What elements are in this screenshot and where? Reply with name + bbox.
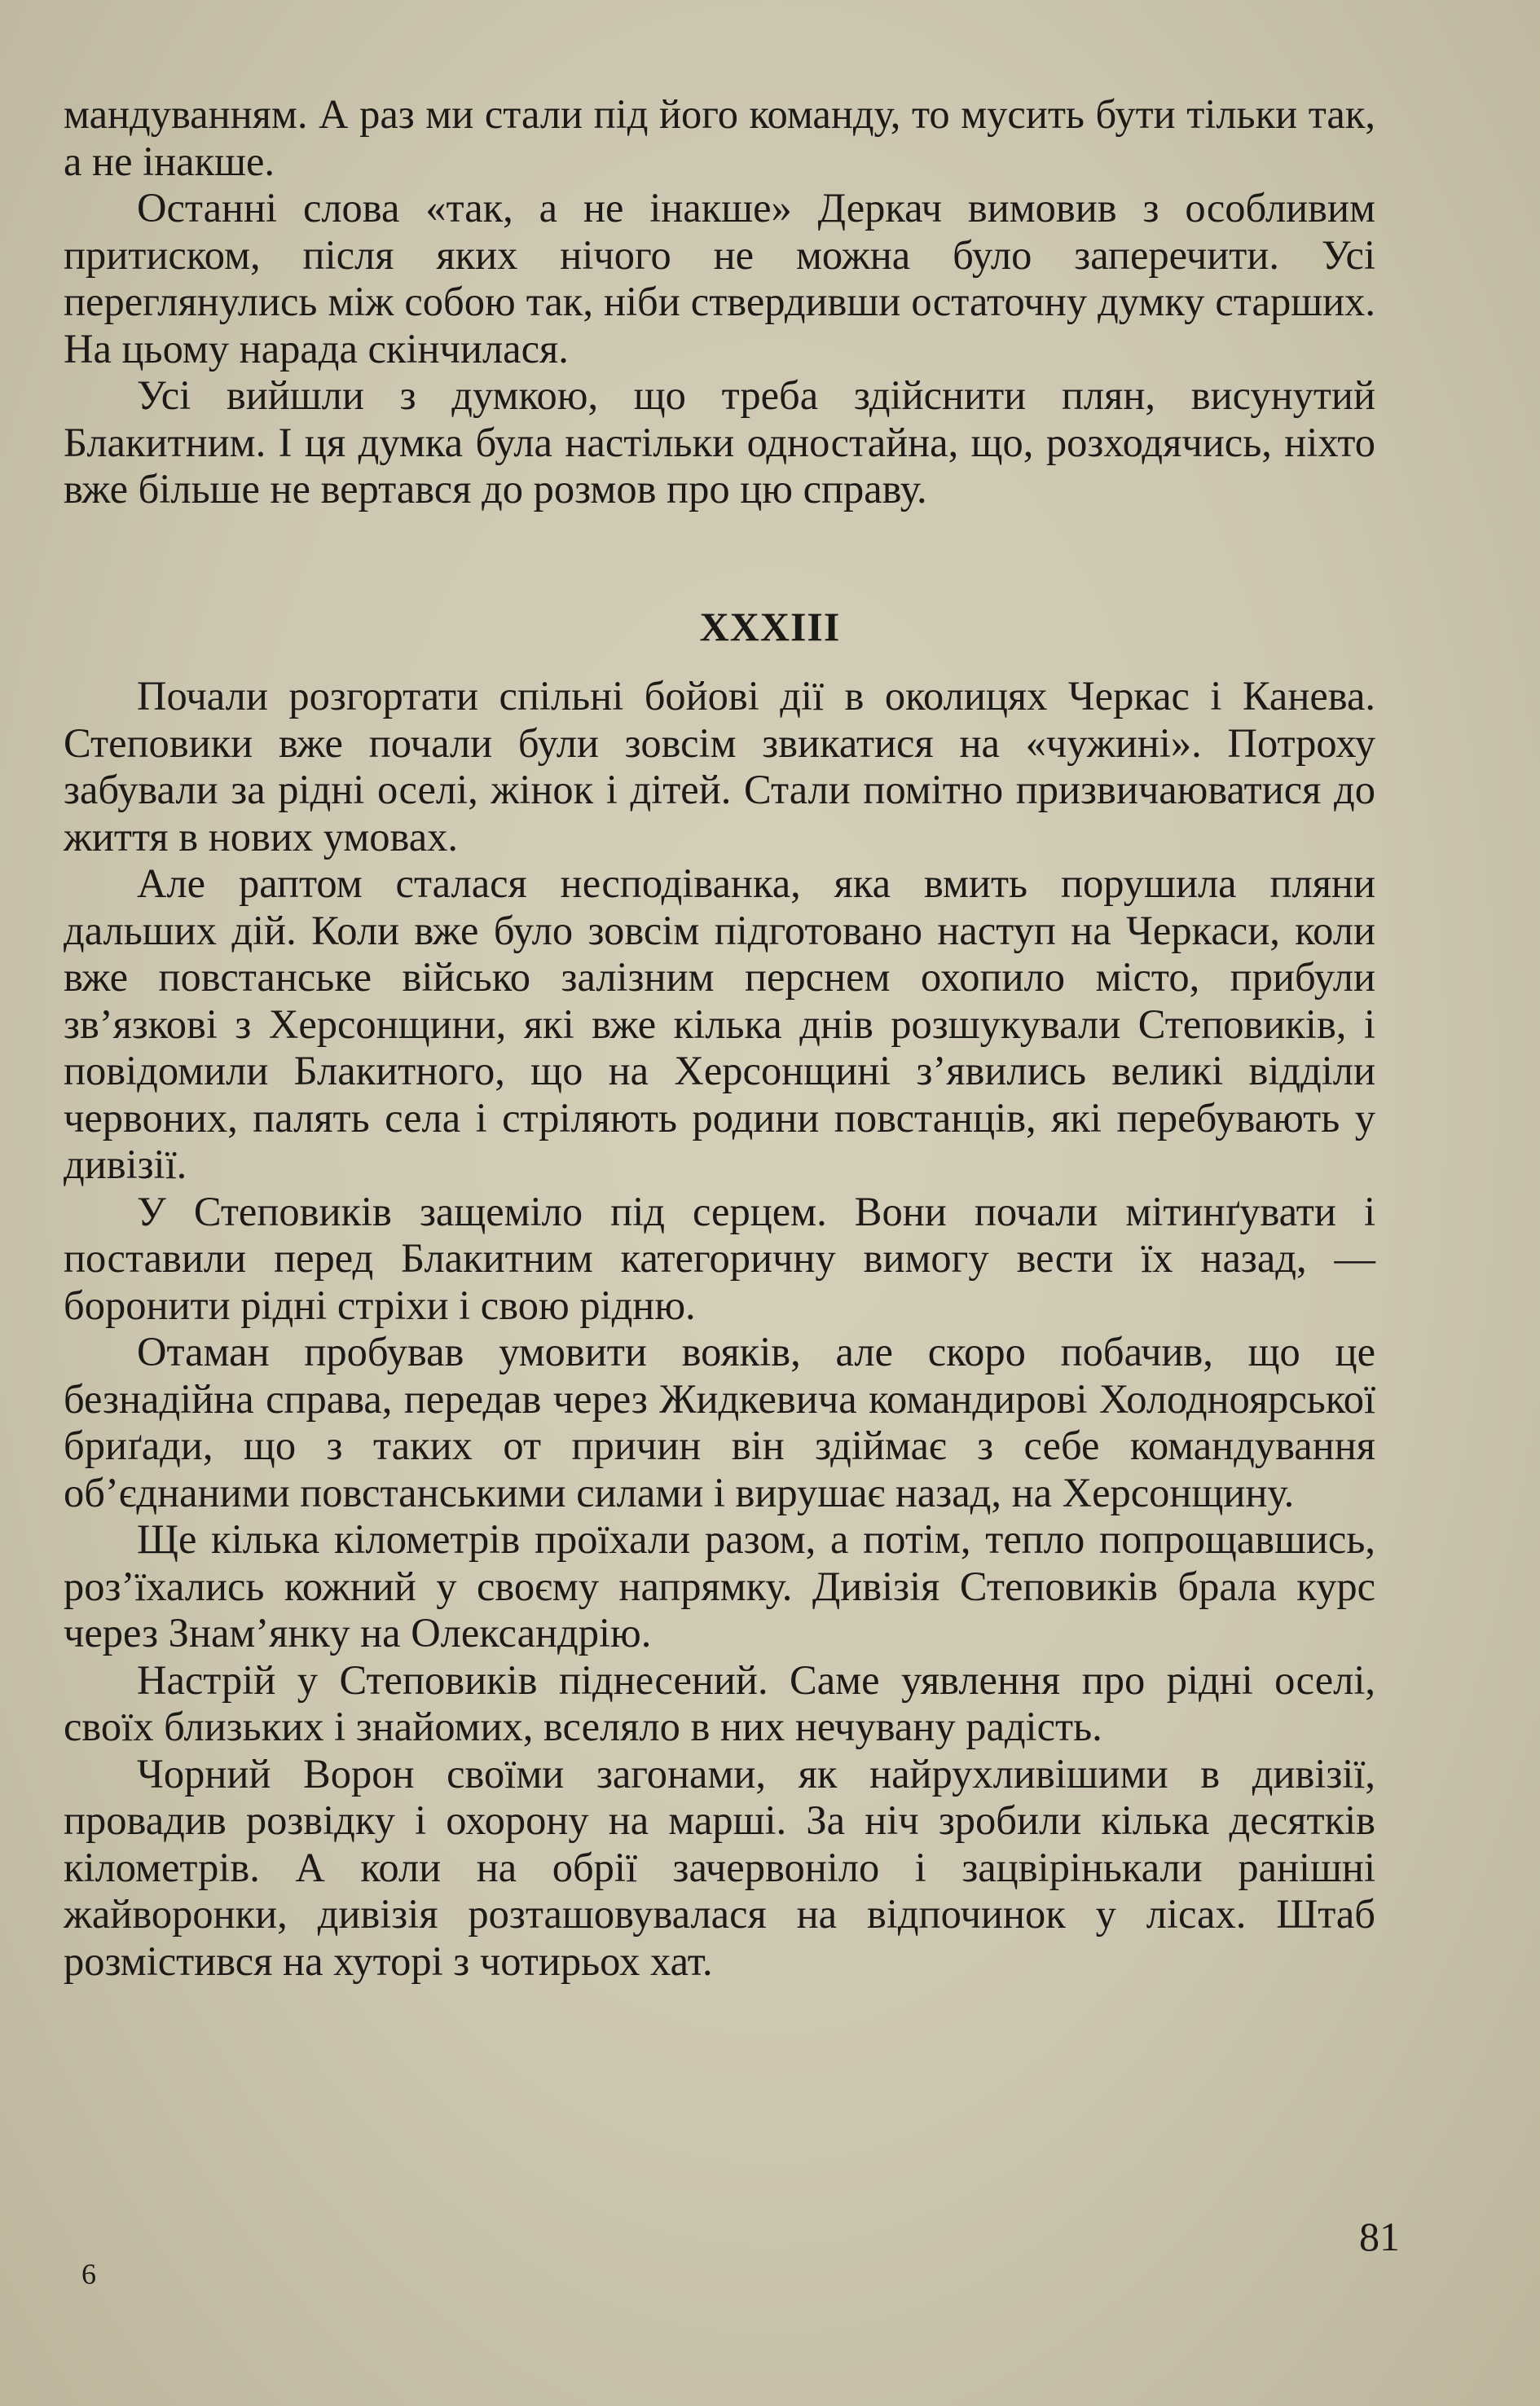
paragraph: Останні слова «так, а не інакше» Деркач вимовив з особливим притиском, після яких нічого не можна було заперечити. Усі переглянулись між собою так, ніби ствердивши остаточну думку старших. На цьому нарада скінчилася.	[64, 185, 1375, 372]
paragraph: Усі вийшли з думкою, що треба здійснити плян, висунутий Блакитним. І ця думка була настільки одностайна, що, розходячись, ніхто вже більше не вертався до розмов про цю справу.	[64, 372, 1375, 512]
paragraph: Отаман пробував умовити вояків, але скоро побачив, що це безнадійна справа, передав через Жидкевича командирові Холодноярської бриґади, що з таких от причин він здіймає з себе командування об’єднаними повстанськими силами і вирушає назад, на Херсонщину.	[64, 1329, 1375, 1515]
paragraph: Ще кілька кілометрів проїхали разом, а потім, тепло попрощавшись, роз’їхались кожний у своєму напрямку. Дивізія Степовиків брала курс через Знам’янку на Олександрію.	[64, 1516, 1375, 1656]
paragraph: У Степовиків защеміло під серцем. Вони почали мітинґувати і поставили перед Блакитним категоричну вимогу вести їх назад, — боронити рідні стріхи і свою рідню.	[64, 1188, 1375, 1328]
chapter-text-block	[64, 673, 1375, 1985]
chapter-heading: XXXIII	[699, 604, 841, 649]
paragraph: Але раптом сталася несподіванка, яка вмить порушила пляни дальших дій. Коли вже було зовсім підготовано наступ на Черкаси, коли вже повстанське військо залізним перснем охопило місто, прибули зв’язкові з Херсонщини, які вже кілька днів розшукували Степовиків, і повідомили Блакитного, що на Херсонщині з’явились великі відділи червоних, палять села і стріляють родини повстанців, які перебувають у дивізії.	[64, 860, 1375, 1187]
paragraph: Чорний Ворон своїми загонами, як найрухливішими в дивізії, провадив розвідку і охорону на марші. За ніч зробили кілька десятків кілометрів. А коли на обрії зачервоніло і зацвірінькали ранішні жайворонки, дивізія розташовувалася на відпочинок у лісах. Штаб розмістився на хуторі з чотирьох хат.	[64, 1750, 1375, 1984]
paragraph: мандуванням. А раз ми стали під його команду, то мусить бути тільки так, а не інакше.	[64, 91, 1375, 184]
top-text-block	[64, 91, 1375, 513]
page-number: 81	[1359, 2214, 1400, 2259]
signature-mark: 6	[81, 2258, 96, 2290]
paragraph: Настрій у Степовиків піднесений. Саме уявлення про рідні оселі, своїх близьких і знайомих, вселяло в них нечувану радість.	[64, 1656, 1375, 1749]
paragraph: Почали розгортати спільні бойові дії в околицях Черкас і Канева. Степовики вже почали були зовсім звикатися на «чужині». Потроху забували за рідні оселі, жінок і дітей. Стали помітно призвичаюватися до життя в нових умовах.	[64, 673, 1375, 860]
